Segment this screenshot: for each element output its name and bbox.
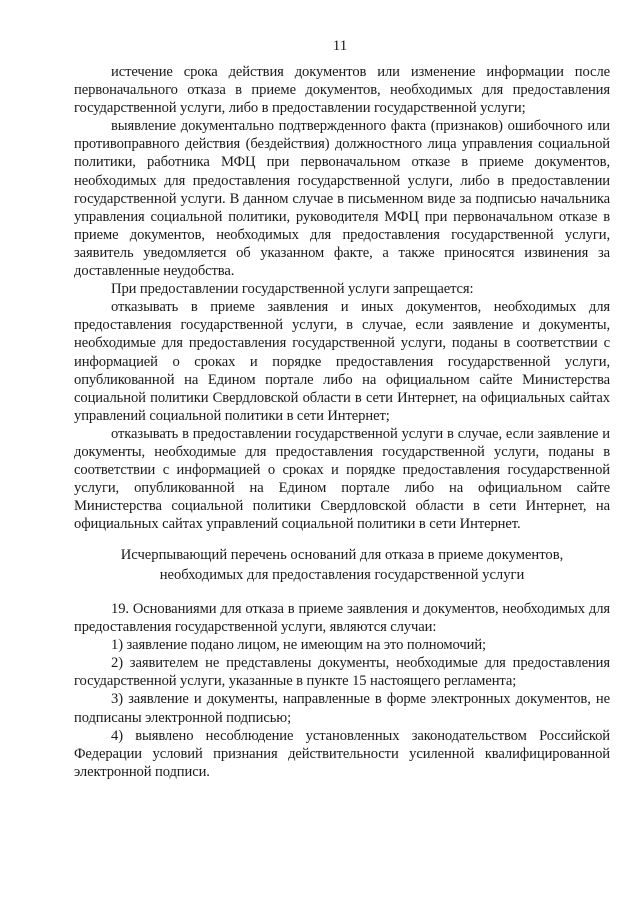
paragraph-prohibition-service-refusal: отказывать в предоставлении государственной услуги в случае, если заявление и документы, необходимые для предоставления государственной услуги, поданы в соответствии с информацией о сроках и порядке предоставления государственной услуги, опубликованной на Едином портале либо на официальном сайте Министерства социальной политики Свердловской области в сети Интернет, на официальных сайтах управлений социальной политики в сети Интернет. xyxy=(74,425,610,533)
paragraph-prohibitions-intro: При предоставлении государственной услуги запрещается: xyxy=(111,281,474,298)
list-item-3: 3) заявление и документы, направленные в форме электронных документов, не подписаны электронной подписью; xyxy=(74,691,610,726)
paragraph-prohibition-application-refusal: отказывать в приеме заявления и иных документов, необходимых для предоставления государственной услуги, в случае, если заявление и документы, необходимые для предоставления государственной услуги, поданы в соответствии с информацией о сроках и порядке предоставления государственной услуги, опубликованной на Едином портале либо на официальном сайте Министерства социальной политики Свердловской области в сети Интернет, на официальных сайтах управлений социальной политики в сети Интернет; xyxy=(74,299,610,424)
section-heading xyxy=(74,545,610,585)
body-text-lower xyxy=(74,600,610,781)
list-item-1: 1) заявление подано лицом, не имеющим на это полномочий; xyxy=(111,637,486,654)
section-heading-line-2: необходимых для предоставления государственной услуги xyxy=(159,567,525,583)
paragraph-item-19: 19. Основаниями для отказа в приеме заявления и документов, необходимых для предоставления государственной услуги, являются случаи: xyxy=(74,601,610,636)
paragraph-validity-expiry: истечение срока действия документов или изменение информации после первоначального отказа в приеме документов, необходимых для предоставления государственной услуги, либо в предоставлении государственной услуги; xyxy=(74,64,610,117)
paragraph-error-detection: выявление документально подтвержденного факта (признаков) ошибочного или противоправного действия (бездействия) должностного лица управления социальной политики, работника МФЦ при первоначальном отказе в приеме документов, необходимых для предоставления государственной услуги, либо в предоставлении государственной услуги. В данном случае в письменном виде за подписью начальника управления социальной политики, руководителя МФЦ при первоначальном отказе в приеме документов, необходимых для предоставления государственной услуги, заявитель уведомляется об указанном факте, а также приносятся извинения за доставленные неудобства. xyxy=(74,118,610,280)
body-text-upper xyxy=(74,63,610,533)
list-item-2: 2) заявителем не представлены документы, необходимые для предоставления государственной услуги, указанные в пункте 15 настоящего регламента; xyxy=(74,655,610,690)
page-number: 11 xyxy=(332,38,348,54)
section-heading-line-1: Исчерпывающий перечень оснований для отказа в приеме документов, xyxy=(120,547,564,563)
list-item-4: 4) выявлено несоблюдение установленных законодательством Российской Федерации условий признания действительности усиленной квалифицированной электронной подписи. xyxy=(74,727,610,780)
